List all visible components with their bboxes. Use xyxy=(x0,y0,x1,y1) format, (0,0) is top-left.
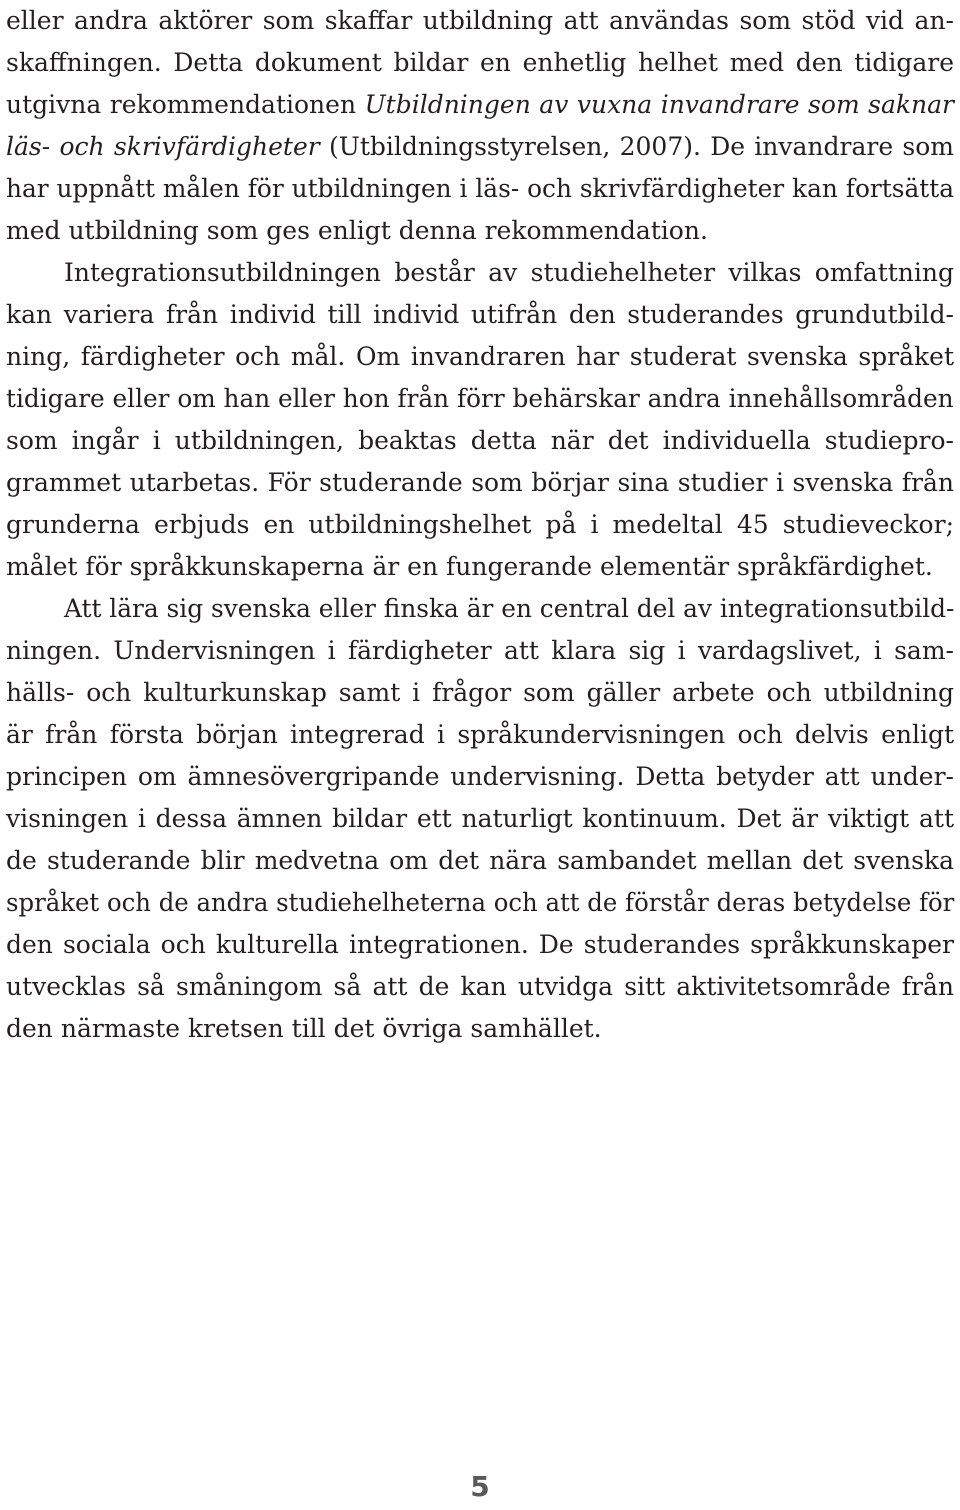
italic-title: Utbildningen av vuxna invandrare som saknar xyxy=(364,90,955,119)
text-line: grammet utarbetas. För studerande som börjar sina studier i svenska från xyxy=(6,468,954,497)
text-line: har uppnått målen för utbildningen i läs- och skrivfärdigheter kan fortsätta xyxy=(6,174,954,203)
text-line: hälls- och kulturkunskap samt i frågor som gäller arbete och utbildning xyxy=(6,678,954,707)
text-line: Att lära sig svenska eller finska är en central del av integrationsutbild- xyxy=(64,594,955,623)
text-line: de studerande blir medvetna om det nära sambandet mellan det svenska xyxy=(6,846,954,875)
document-page xyxy=(6,0,954,1510)
italic-title: läs- och skrivfärdigheter xyxy=(6,132,320,161)
text-line: med utbildning som ges enligt denna rekommendation. xyxy=(6,216,708,245)
text-line: utvecklas så småningom så att de kan utvidga sitt aktivitetsområde från xyxy=(6,972,954,1001)
text-line: visningen i dessa ämnen bildar ett naturligt kontinuum. Det är viktigt att xyxy=(6,804,954,833)
text-line: den närmaste kretsen till det övriga samhället. xyxy=(6,1014,602,1043)
text-line: kan variera från individ till individ utifrån den studerandes grundutbild- xyxy=(6,300,954,329)
text-line: utgivna rekommendationen Utbildningen av vuxna invandrare som saknar xyxy=(6,90,955,119)
text-line: skaffningen. Detta dokument bildar en enhetlig helhet med den tidigare xyxy=(6,48,954,77)
text-line: tidigare eller om han eller hon från förr behärskar andra innehållsområden xyxy=(6,384,954,413)
text-line: målet för språkkunskaperna är en fungerande elementär språkfärdighet. xyxy=(6,552,933,581)
text-line: grunderna erbjuds en utbildningshelhet på i medeltal 45 studieveckor; xyxy=(6,510,954,539)
text-line: principen om ämnesövergripande undervisning. Detta betyder att under- xyxy=(6,762,954,791)
text-line: språket och de andra studiehelheterna och att de förstår deras betydelse för xyxy=(6,888,955,917)
text-line: som ingår i utbildningen, beaktas detta när det individuella studiepro- xyxy=(6,426,954,455)
text-line: Integrationsutbildningen består av studiehelheter vilkas omfattning xyxy=(64,258,954,287)
text-line: ningen. Undervisningen i färdigheter att klara sig i vardagslivet, i sam- xyxy=(6,636,954,665)
text-line: den sociala och kulturella integrationen. De studerandes språkkunskaper xyxy=(6,930,954,959)
page-number: 5 xyxy=(470,1470,490,1503)
text-line: är från första början integrerad i språkundervisningen och delvis enligt xyxy=(6,720,954,749)
text-line: ning, färdigheter och mål. Om invandraren har studerat svenska språket xyxy=(6,342,954,371)
text-line: läs- och skrivfärdigheter (Utbildningsstyrelsen, 2007). De invandrare som xyxy=(6,132,954,161)
text-line: eller andra aktörer som skaffar utbildning att användas som stöd vid an- xyxy=(6,6,954,35)
